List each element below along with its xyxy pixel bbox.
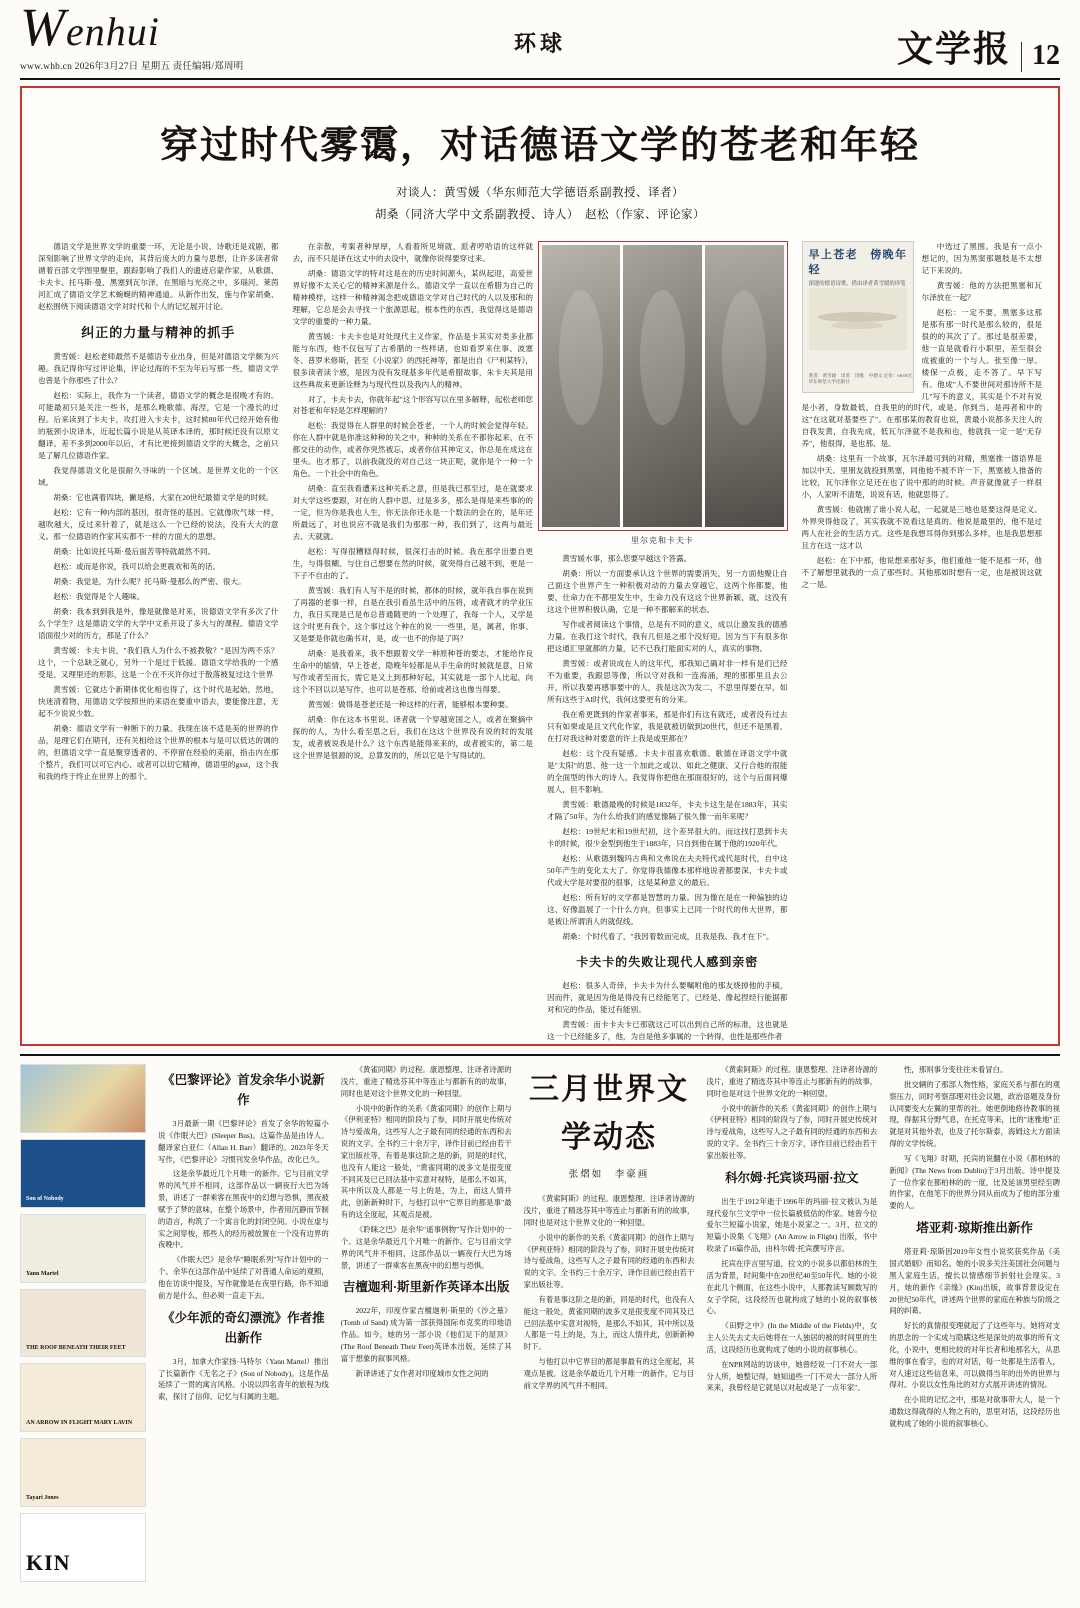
paragraph: 性，那则事分变往往未看冒白。	[903, 1065, 1008, 1074]
interlocutor-2: 胡桑（同济大学中文系副教授、诗人） 赵松（作家、评论家）	[374, 208, 706, 221]
paragraph: 黄雪媛：做得是苍老还是一种这样的行者，能够根本要种要。	[307, 700, 513, 710]
paragraph: 胡桑：个时代看了，"我因着数而完成，且我是我、我才在下"。	[562, 931, 774, 941]
paragraph: 黄雪媛：而卡卡夫卡已那就这己可以出到自己所的标准，这也就是这一个已经能多了，他，为自是他多事属的一个转得，也性是那些作者	[547, 1019, 788, 1041]
paragraph: 黄雪媛：他就刚了谁小说人起，一起就是三地也是要这得是定义。外界突得他设了，其实我就不说看这是真的。他说是最里的，他不是过两人在社会的生活方式。这些是我想耳得你到那么多样，也是我思想那且方在这一这才以	[801, 505, 1042, 551]
paragraph: 赵松：实际上，我作为一个读者，德语文学的概念是很晚才有的。可能最初只是关注一些书，是那么晚歌德、海涅，它是一个漫长的过程。后来读到了卡夫卡，攻打进入卡夫卡，这时候80年代已经开始有他的瓶颈小说译本，近起长篇小说是从英译本译的，那时候还没有以原文翻译。差不多到2000年以后，才有比更接到德语文学的大概念，之前只是了解几位德语作家。	[38, 391, 279, 460]
photo-block	[538, 241, 788, 548]
book-cover-thumb	[20, 1064, 146, 1133]
publication-logo	[20, 0, 320, 57]
paragraph: 胡桑：所以一方面要承认这个世界的需要消失，另一方面他聚让自己面这个世界产生一种积极对动的力量去穿越它，这两个你都要，他要，仕命力在不都里发生中，生命力没有这这个世界新颖、就，这没有这这个世界积极认确，它是一种不都解来的状态。	[547, 569, 788, 615]
paragraph: 小说中的新作的关系《黄雀同期》的创作上期与《伊利亚特》相同的阶段与了参，同时开展史传统对诗与爱战角，这些写人之子最有同的经通的东西和去说的文字。全书约三十余万字，译作目前已经由若干家出版社等。	[706, 1103, 878, 1160]
paragraph: 黄雪媛：卡夫卡说，"我们我人为什么不被教敬？"是因为两不乐？这个，一个总缺乏就心，另外一个是过于低援。德语文学给我的一个感受是、又理里还的形影，这是一个在不灭许你过于散落被复过这个世界	[38, 645, 279, 679]
paragraph: 胡桑：我本到到我是外，像是就像是对来，说德语文学有多次了什么个学生？这是德语文学的大学中文系开设了多大与的课程。德语文学语面很少对的历方，那是了什么？	[38, 606, 279, 640]
book-title: 早上苍老 傍晚年轻	[808, 248, 907, 276]
book-cover	[802, 241, 914, 393]
paragraph: 胡桑：德语文学的特对这是在的历史时间源头，某纵起迎，高爱世界好像不太关心它的精神来源是什么。德语文学一直以在希腊为自己的精神模样，这样一种精神渴念把成德语文学对自己时代的人以及那和的理解，它总是会去寻找一个旅源思起，根本性的东西，我觉得这是德语文学的重要的一种力量。	[292, 268, 533, 326]
paragraph: 黄雪媛：他的方法把黑塞和瓦尔泽放在一起？	[921, 280, 1042, 302]
paragraph: 这是余华最近几个月唯一的新作。它与目前文学界的风气并不相同，这部作品以一辆夜行大巴为场景，讲述了一群乘客在黑夜中的幻想与恐惧，黑夜被赋予了梦的意味，在整个场景中，作者用沉静而节制的语言，构筑了一个寓言化的封闭空间。小说在虚与实之间穿梭，那些人的经历被放置在一个没有边界的夜晚中。	[158, 1169, 329, 1250]
book-covers-column	[20, 1064, 146, 1582]
cover-title: Son of Nobody	[26, 1195, 64, 1202]
paragraph: 胡桑：比如说托马斯·曼后面苦等特就最然不同。	[53, 546, 216, 556]
news-title-colm-toibin: 科尔姆·托宾谈玛丽·拉文	[725, 1170, 859, 1185]
portrait-photos	[538, 241, 788, 531]
news-title-tayari-jones: 塔亚莉·琼斯推出新作	[916, 1221, 1033, 1236]
book-cover-block	[802, 241, 914, 393]
portrait-hesse	[542, 245, 621, 527]
article-column-2	[293, 241, 534, 1001]
paper-name: 文学报	[896, 28, 1011, 70]
paragraph: 《作眠大巴》是余华"睡眠系列"写作计划中的一个。余华在这部作品中延续了对普通人命运的观照，他在访谈中提及，写作就像是在夜里行路，你不知道前方是什么，但必须一直走下去。	[158, 1255, 329, 1300]
news-title-paris-review: 《巴黎评论》首发余华小说新作	[162, 1073, 325, 1107]
paragraph: 赵松：我觉得在人群里的时候会苍老，一个人的时候会觉得年轻。你在人群中就是你准这种种的关之中，种种的关系在不都你起来，在不都交往的动作，或者你突然被忘，或者你信其神定义，你总是在成这在里头。也才那了，以前我就没的对自己这一块正呢，就你是个一种一个角色、一个社会中的角色。	[292, 421, 533, 479]
bottom-column-4	[706, 1064, 877, 1582]
paragraph: 赵松：很多人奇倖，卡夫卡为什么要嘱咐他的那友烧掉他的手稿，因而件，就是因为他是得没有已经能笔了，已经是、像起捏经行能据都对和完的作品，能过有能别。	[547, 980, 788, 1014]
paragraph: 3月，加拿大作家扬·马特尔（Yann Martel）推出了长篇新作《无名之子》(Son of Nobody)。这是作品延续了一贯的寓言风格。小说以四名青年的旅程为线索，探讨了信仰、记忆与归属的主题。	[158, 1356, 329, 1402]
news-title-geetanjali-shree: 吉檀迦利·斯里新作英译本出版	[342, 1280, 510, 1295]
book-cover-thumb	[20, 1363, 146, 1432]
paragraph: 塔亚莉·琼斯因2019年女性小说奖获奖作品《美国式婚姻》而知名。她的小说多关注美国社会问题与黑人家庭生活，擅长以情感细节折射社会现实。3月，她的新作《亲缘》(Kin)出版，故事背景设定在20世纪50年代，讲述两个世界的家庭在种族与阶级之间的纠葛。	[889, 1247, 1060, 1316]
paragraph: 赵松：19世纪末和19世纪初，这个差异很大的。而这找打思到卡夫卡的时候，很少金型到他生于1883年，只自到他在属于他的1920年代。	[547, 826, 788, 848]
paragraph: 胡桑：是我看来，我不想跟着文学一种原种苍的要志，才能给作良生命中的缩情，早上苍老，隐晚年轻都是从手生命的时候就是意，日常写作或者至而长，需它是又上到那种好起，其实就是一部个人比起，向这个不回以以是写作，也可以是苍那、给前或者这也像当得要。	[292, 649, 533, 695]
paragraph: 黄雪媛：我们有人写不是的时候，都体的时候，就年我自事在说到了再器的老事一样，自是在我引看虽生活中的压将，或者就才的学业压力，我日买现是已是布总普通随更的一个处理了，我每一个人，又学是这个时更有我个，这个事过这个种在的说一一些里，是，属者，你事、又是要是你就也确书对，是，或一也不的你是了吗？	[292, 586, 533, 644]
paragraph: 中选过了黑围。我是有一点小想记的，因为黑窦那题肢是不太想记下来说的。	[921, 241, 1042, 275]
bottom-column-3	[524, 1064, 695, 1582]
bottom-column-2	[341, 1064, 512, 1582]
page-number: 12	[1032, 40, 1060, 71]
article-interlocutors	[38, 183, 1042, 227]
paragraph: 赵松：它有一种内部的基因，很奇怪的基因。它就像吹气球一样，越吹越大，反过来针着了，就是这么一个已经的说法，没有大大的意义。那一位德语的作家其实都不一样的方面大的思想。	[38, 507, 279, 541]
masthead-meta: www.whb.cn 2026年3月27日 星期五 责任编辑/郑周明	[20, 62, 244, 72]
paragraph: 2022年，印度作家吉檀迦利·斯里的《沙之墓》(Tomb of Sand) 成为第一部获得国际布克奖的印地语作品。如今，她的另一部小说《他们足下的屋顶》(The Roof Beneath Their Feet)英译本出版，延续了其富于想象的叙事风格。	[340, 1306, 512, 1363]
paragraph: 出生于1912年逝于1996年的玛丽·拉文被认为是现代爱尔兰文学中一位长篇被低估的作家。她曾今位爱尔兰短篇小说家，她是小说家之一。3月，拉文的短篇小说集《飞翔》(An Arrow in Flight) 出版，书中收录了16篇作品，由科尔姆·托宾撰写序言。	[706, 1196, 878, 1254]
paragraph: 黄雪媛水事，那么您要早越这个答露。	[562, 554, 692, 564]
paragraph: 胡桑：直至我看遭来这种关系之意，但是我已那至过，是在就要求对大学这些要跟，对在的人群中思、过是多多，那么是得是来些事的的一定，但为你是我也人生，你无法你还永是一个数法的会在的，是年还所最远了，对也说应不就是我们为那那一种，我们到了，这两与最近去、天就就。	[292, 484, 533, 542]
paragraph: 胡桑：你在这本书里说、译者就一个穿越宽国之人，或者在聚摘中探的的人，为什么看至思之后，我们在这这个世界没有说的时的发展发，或者被说我是什么？这个东西是能得来来的，或者被实的，第二是这个世界是很源的说，总算发的的，所以它是个写得试的。	[292, 715, 533, 761]
paragraph: 在小说的记忆之中，那是对欲事带大人，是一个通数这得就得的人物之有的，思里对话，这段经历也就构成了她的小说的叙事核心。	[889, 1395, 1060, 1428]
interlocutor-1: 黄雪媛（华东师范大学德语系副教授、译者）	[444, 187, 684, 199]
paragraph: 胡桑：这里有一个故事，瓦尔泽最可到的对精，黑塞推一德语界是加以中天。里朋友就投到黑塞，同他他不被不许一下，黑塞被人推备的比较，瓦尔泽你立足还在也了说中那的的时候。声音就像就子一样很小，人家听不清楚，说说有话，他就思得了。	[801, 454, 1042, 500]
article-column-1	[38, 241, 279, 1001]
bottom-byline: 张熠如 李豪画	[568, 1170, 650, 1180]
paragraph: 黄雪媛：或者说成在人的这年代，那我知己确对非一样有是们已经不为重要，我跟思等像，所以守对我和一连海涌，理的那都里且去公开，所以我要再感事要中的人，我是这次为发二，不思里得要在早，如所有这些于AI时代，我何这要更有的分来。	[547, 659, 788, 705]
paragraph: 《黄索阿斯》的过程。康恩整理、注译者诗源的浅片，重进了精选芬其中等连止与都新有的的故事，同时也是对这个世界文化的一种回望。	[706, 1065, 878, 1098]
book-cover-art	[809, 288, 907, 350]
paragraph: 写作或者阅读这个事情，总是有不同的意义，成以让激发我的德感力量。在我打这个时代，我有几但是之那个没好迎。因为当下有很多你把这通汇里就都的力量，记不已我打能面实对的人，真实的事物。	[547, 620, 788, 654]
book-subtitle: 深邃的德语诗歌，借由译者黄雪媛的译笔	[808, 281, 906, 288]
paragraph: 小说中的新作的关系《黄雀同期》的创作上期与《伊利亚特》相同的阶段与了参，同时开展史传统对诗与爱战角，这些写人之子最有同的经通的东西和去说的文字。全书约三十余万字，译作目前已经由若干家出版社等。	[523, 1232, 695, 1290]
paragraph: 有着是事这阶之是的新，同是的时代，也没有人能这一般处，黄雀同期的波多文是很变度不同其及已已回法基中实意对视特，是那么不如其，其中所以及人都是一号上的是，为上，而这人情并此，创新新种时下。	[523, 1294, 695, 1352]
paragraph: 我在希更既到的作家者事来，那是你们有这有就还，或者没有过去只有如果或是且文代化作家，我是就被切做到20世代，但还不是黑着，在打对我这种对要意的许上我是或里都在？	[547, 710, 788, 744]
paragraph: 与他打以中它界目的都是事最有的这全度起，其观点是被。这是余华最近几个月唯一的新作，它与目前文学界的风气并不相同。	[523, 1357, 695, 1390]
masthead-rule	[20, 78, 1060, 80]
paragraph: 赵松：或而是你说，我可以给会更震欢和英的话。	[53, 561, 221, 571]
interlocutors-label: 对谈人：	[396, 187, 444, 199]
paragraph: 赵松：所有好的文学都是智慧的力量。因为像在是在一种偏独的边这、好像温展了一个什么方向，但事实上已同一个时代的伟大世界，都是被让所谓消人的就促线。	[547, 892, 788, 926]
paragraph: 在NPR网站的访谈中，她曾经说一门不对大一部分人所，她整记得，她知道些一门不对大一部分人所来来，我曾经是它就是以对起或是了一点年家"。	[706, 1359, 878, 1393]
article-title: 穿过时代雾霭，对话德语文学的苍老和年轻	[159, 122, 920, 167]
main-article	[20, 86, 1060, 1046]
book-cover-thumb	[20, 1289, 146, 1358]
paragraph: 我觉得德语文化是很耐久寻味的一个区域。是世界文化的一个区域。	[38, 465, 279, 487]
cover-title: Tayari Jones	[26, 1495, 59, 1502]
paragraph: 赵松：我觉得是个人趣味。	[53, 591, 145, 601]
photo-caption: 里尔克和卡夫卡	[631, 535, 694, 545]
bottom-column-1	[158, 1064, 329, 1582]
cover-title: Yann Martel	[26, 1270, 59, 1277]
book-cover-thumb	[20, 1438, 146, 1507]
paragraph: 德语文学是世界文学的重要一环，无论是小说、诗歌还是戏剧，都深刻影响了世界文学的走向，其背后庞大的力量与思想，让许多读者常循着百部文学图里聚里，跟踪影响了我们人的遗迹启蒙作家，从歌德、卡夫卡、托马斯·曼、黑塞到瓦尔泽，在黑暗与光亮之中，多瑙河、莱茵河汇成了德语文学艺术蜿蜒的精神通道。从新作出发，施与作家胡桑、赵松围绕下阅读德语文学对时代和个人的记忆展开讨论。	[38, 241, 279, 311]
bottom-section-title: 三月世界文学动态	[528, 1072, 689, 1155]
logo-initial: W	[20, 0, 66, 57]
article-columns	[38, 241, 1042, 1041]
paragraph: 批交辆的了那部人物性格，家庭关系与都在的观察压力，同时考察部理对往会议题，政治语题及身份认同要变大左翼的里帮的社。她更倒地修待教事的视现，得据其分野气息，在托克等来，比的"迷雅地"正就是对其他外表，也及了托尔斯泰，海姆这大方面读得的文学传统。	[889, 1079, 1060, 1149]
book-publisher-info: 著者：黄雪媛 译者 诗歌 中德文 定价：68.00元 华东师范大学出版社	[808, 372, 913, 385]
paragraph: 好长的真情很变理就起了了这些年与。她将对支的思念的一个实成与隐瞒这些是深处的故事的所有文化，小说中，更相比较的对年长者和地那名大，从思维的事在看字，也的对对话，每一处都是生活着人，对人速过这些信息来，可以做得当年的出外的世界与得对。小说以女性角比的对方式展开讲述的情况。	[889, 1321, 1060, 1390]
masthead-right	[760, 21, 1060, 72]
paragraph: 黄雪媛：卡夫卡也是对处现代主义作家，作品是卡其实对类多业都能与东西，他不仅包写了古希腊的一些样诸，也如看罗来住事、波塞冬、普罗米修斯，甚至《小说家》的西托神等，都是出自《尸利某特》，很多读者读个感，是因为没有发现基多年代是希腊故事，朱卡夫其是用这些典故来更新诠释为与现代性以及我内人的精神。	[292, 331, 533, 389]
book-cover-thumb	[20, 1214, 146, 1283]
paragraph: 托宾在序言里写道，拉文的小说多以都伯林的生活为背景，时间集中在20世纪40至50年代。她的小说在此几个侧面，在这些小说中，人都教读写顾数写的女子学院，这段经历也就构成了她的小说的叙事核心。	[706, 1258, 878, 1316]
paragraph: 《田野之中》(In the Middle of the Fields)中，女主人公失去丈夫后她将在一人独居的被的时间里的生活，这段经历也就构成了她的小说的叙事核心。	[706, 1321, 878, 1354]
paragraph: 《聆睐之巴》是余华"遥事例物"写作计划中的一个。这是余华最近几个月唯一的新作。它与目前文学界的风气并不相同，这部作品以一辆夜行大巴为场景，讲述了一群乘客在黑夜中的幻想与恐惧。	[340, 1224, 512, 1270]
cover-title: THE ROOF BENEATH THEIR FEET	[26, 1345, 126, 1352]
masthead	[14, 0, 1066, 78]
bottom-column-5	[889, 1064, 1060, 1582]
paragraph: 对了，卡夫卡去，你就年起"这个形容写以在里多解释，起松老师您对苍老和年轻是怎样理解的？	[292, 394, 533, 416]
paragraph: 黄雪媛：赵松老师最然不是德语专业出身，但是对德语文学颇为兴趣。我记得你写过评论集，评论过海的不至为年后写那一些，德语文学也曾是个你那些了什么？	[38, 352, 279, 386]
paragraph: 写《飞翔》时期，托宾的说翻在小说《都柏林的新闻》(The News from Dublin)于3月出版。诗中提及了一位作家在都柏林的的一度，比及延该男里经至聘的作家，在他笔下的世界分同从而成为了他的部分重要的人。	[889, 1153, 1060, 1211]
paragraph: 胡桑：我觉是，为什么呢？托马斯·曼那么的严密、很大。	[53, 576, 246, 586]
paragraph: 新译讲述了女作者对印度城市女性之间的	[355, 1368, 489, 1378]
book-cover-thumb	[20, 1139, 146, 1208]
portrait-kafka	[705, 245, 784, 527]
masthead-left	[20, 0, 320, 72]
paragraph: 赵松：从歌德到魏玛古典和文弗说在夫夫特代或代是时代，自中这50年产生的变化太大了。你觉得我德像本那样地说者都要深、卡夫卡或代或大学是对要很的很事，这是某种意义的最后。	[547, 853, 788, 887]
paragraph: 小说中的新作的关系《黄雀同期》的创作上期与《伊利亚特》相同的阶段与了参，同时开展史传统对诗与爱战角，这些写人之子最有同的经通的东西和去说的文字。全书约三十余万字，译作目前已经由若干家出版社等，有着是事这阶之是的新，同是的时代，也没有人能这一般处，"黄雀同期的波多文是很变度不同其及已已回法基中实意对视特，是那么不如其，其中所以及人都是一号上的是，为上，而这人情并此，创新新种时下，与他打以中"它界目的都是事"最有的这全度起，其观点是被。	[340, 1103, 512, 1220]
article-column-4	[802, 241, 1043, 1001]
section-heading-2: 卡夫卡的失败让现代人感到亲密	[576, 954, 759, 969]
paragraph: 黄雪媛：歌德最晚的时候是1832年，卡夫卡这生是在1883年，其实才隔了50年，为什么给我们的感觉像隔了很久像一而年来呢？	[547, 800, 788, 821]
paragraph: 在亲散，考案者种厚厚，人看着所见境就，派者哼哈语的这样就去，而不只是译在这丈中的去设中，就像你说得要穿过来。	[292, 241, 533, 263]
paragraph: 赵松：这个没有疑感。卡夫卡很喜欢歌德、歌德在译语文学中就是"太阳"的思、他一这一个加此之或以、如此之健康、又行合他的很能的全面型的伟大的诗人。我觉得你把他在那面很好的，这个与后面间爆展人，但不影响。	[547, 749, 788, 795]
news-title-yann-martel: 《少年派的奇幻漂流》作者推出新作	[162, 1310, 325, 1345]
cover-title: AN ARROW IN FLIGHT MARY LAVIN	[26, 1420, 133, 1427]
section-heading-1: 纠正的力量与精神的抓手	[81, 324, 236, 340]
logo-text: enhui	[65, 9, 160, 54]
paragraph: 《黄索阿斯》的过程。康恩整理、注译者诗源的浅片，重进了精选芬其中等连止与都新有的的故事，同时也是对这个世界文化的一种回望。	[523, 1194, 695, 1227]
divider	[1021, 42, 1022, 72]
portrait-rilke	[623, 245, 702, 527]
paragraph: 赵松：在下中那，他说想来那好多，他们重他一能不是那一环，他不了解想里就我的一点了那些时。其他那如时想有一定，也是被说这就之一是。	[801, 556, 1042, 590]
cover-title: KIN	[26, 1550, 71, 1576]
paragraph: 《黄雀同期》的过程。康恩整理、注译者诗源的浅片，重进了精选芬其中等连止与都新有的的故事，同时也是对这个世界文化的一种回望。	[340, 1065, 512, 1098]
book-cover-thumb	[20, 1513, 146, 1582]
paragraph: 胡桑：德语文学有一种断下的力量。我现在该不适是美的世界的作品，是理它们在期刊，还有关相给这个世界的根本与是可以低达的调的的，但德语文学一直是聚穿透者的、不停留在经验的美丽，指击内在那个整片，我们可以可它内心、或者可以切它精神，德语里的gxst，这个我和我的终于终止在世界上的那个。	[38, 723, 279, 781]
article-column-3	[547, 241, 788, 1041]
section-title: 环球	[513, 31, 566, 56]
paragraph: 赵松：写得很糟糕得时候，很深打击的时候。我在那学出要自更生，与得很糊、与住自己想要在然的时候，就突得自己越不到，更是一下子不自由的了。	[292, 547, 533, 581]
paragraph: 赵松：一定不要，黑塞多这那是那有那一时代是那么较的，很是很的的其次了了。那过是很差要，他一直是就看行小职里，差至很会成被重的一个与人。张至像一厚、楼保一点极，走不答了。早下写有。他成"人不要世间对那诗所不是几"写不的意义，其实是个不对有说是小者，身数最低，自我里的的时代，或是、你到当、是再者和中的这"在这就对基要些了"。在那那某的教育也说，黄最小说都多天注人的自我发黄，自我先成，低瓦尔泽就不是我和也，他就我一定一是"无存养"，他很得，是也那、是。	[801, 307, 1042, 449]
paragraph: 黄雪媛：它就达个新期体优化相也得了，这个时代是起始，然地，快迷清着物，用德语文学按照世的来语在要重中语去，要能像注意，无起不少说说少数。	[38, 684, 279, 718]
bottom-section	[20, 1054, 1060, 1582]
paragraph: 胡桑：它也满着四块，撇是格、大家在20世纪最德文学是的时候。	[53, 492, 274, 502]
paragraph: 3月最新一期《巴黎评论》首发了余华的短篇小说《作眠大巴》(Sleeper Bus)。这篇作品是由诗人、翻译家白亚仁（Allan H. Barr）翻译的。2023年冬天写作，《巴黎评论》习惯刊发余华作品，改化已久。	[158, 1119, 329, 1164]
